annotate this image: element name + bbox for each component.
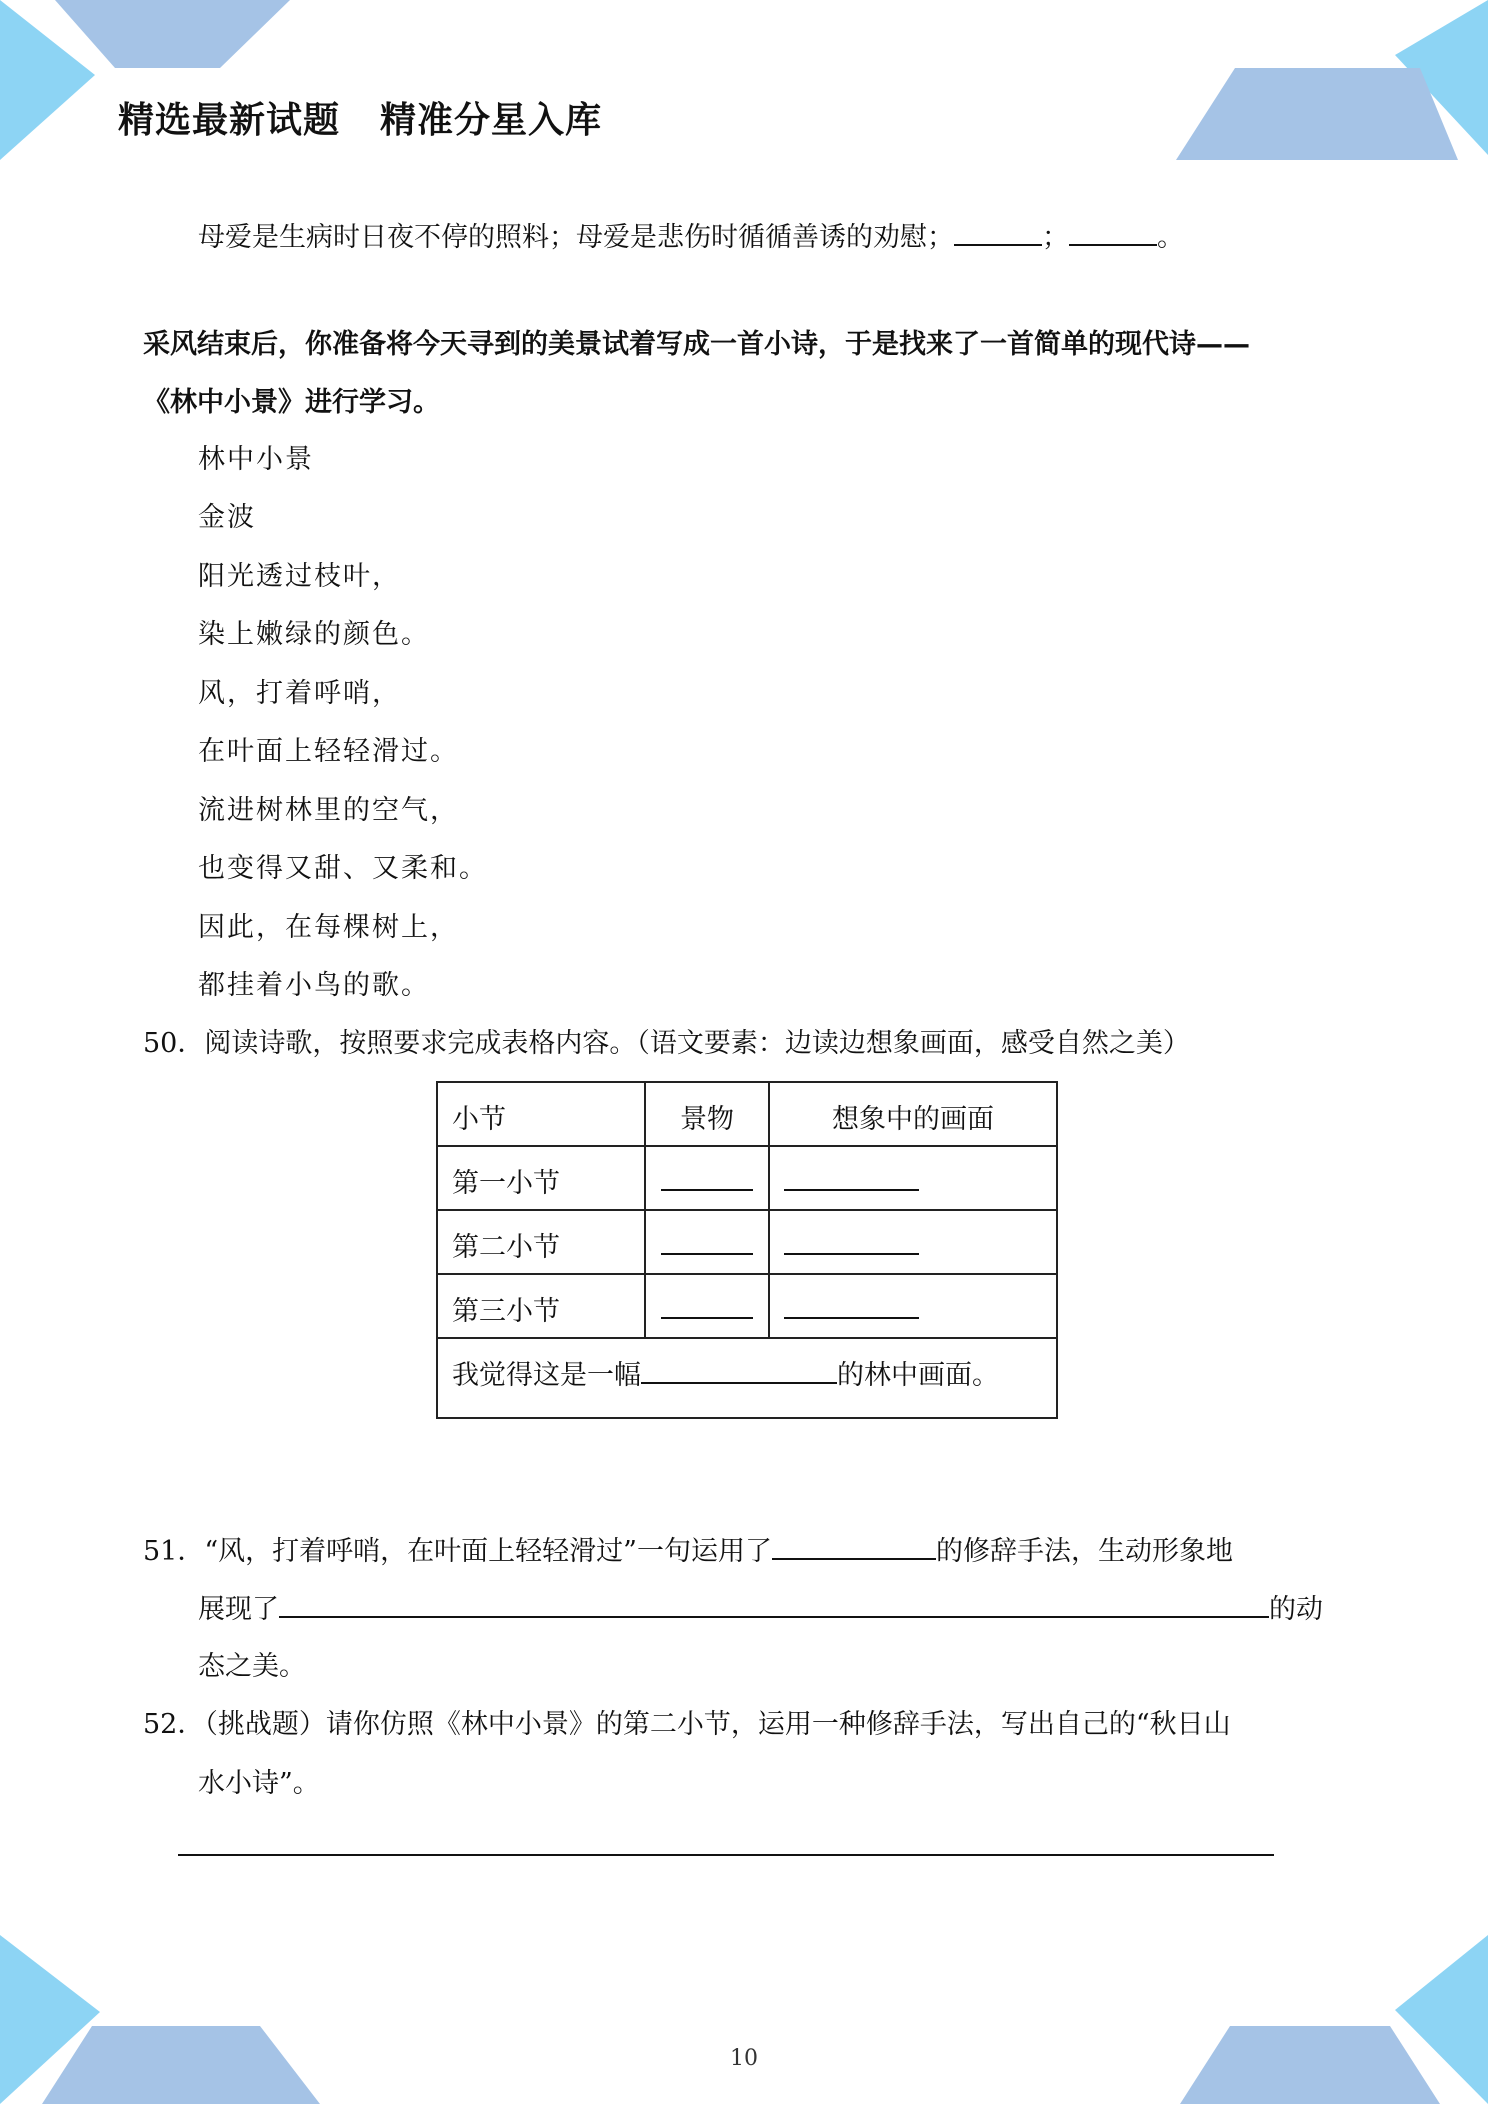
question-51-line-2 (198, 1590, 1323, 1627)
intro-end: 。 (1157, 222, 1184, 253)
poem-line: 染上嫩绿的颜色。 (198, 619, 430, 650)
table-header-imagined: 想象中的画面 (769, 1082, 1057, 1146)
table-header-section: 小节 (437, 1082, 645, 1146)
instruction-line-1: 采风结束后，你准备将今天寻到的美景试着写成一首小诗，于是找来了一首简单的现代诗—— (143, 329, 1250, 360)
header-title-part1: 精选最新试题 (118, 100, 341, 141)
q51-text-2: 的修辞手法，生动形象地 (935, 1536, 1233, 1567)
q51-blank-rhetoric[interactable] (772, 1532, 936, 1560)
poem-line: 阳光透过枝叶， (198, 561, 401, 592)
footer-blank[interactable] (641, 1354, 837, 1384)
row-label: 第三小节 (437, 1274, 645, 1338)
question-51-line-3: 态之美。 (198, 1651, 306, 1682)
row-label: 第二小节 (437, 1210, 645, 1274)
header-title-part2: 精准分星入库 (380, 100, 603, 141)
footer-text-before: 我觉得这是一幅 (452, 1360, 641, 1391)
question-50: 50．阅读诗歌，按照要求完成表格内容。（语文要素：边读边想象画面，感受自然之美） (143, 1028, 1190, 1059)
q51-text-4: 的动 (1269, 1594, 1323, 1625)
header-title (118, 92, 602, 143)
table-row (437, 1274, 1057, 1338)
poem-line: 风，打着呼哨， (198, 678, 401, 709)
scenery-blank[interactable] (661, 1161, 753, 1191)
scenery-blank[interactable] (661, 1225, 753, 1255)
imagined-blank[interactable] (784, 1161, 919, 1191)
question-52-line-2: 水小诗”。 (198, 1768, 320, 1799)
q52-answer-line[interactable] (178, 1854, 1274, 1856)
intro-separator: ； (1042, 222, 1069, 253)
imagined-blank[interactable] (784, 1225, 919, 1255)
poem-author: 金波 (198, 502, 256, 533)
row-label: 第一小节 (437, 1146, 645, 1210)
imagined-blank[interactable] (784, 1289, 919, 1319)
top-left-band (55, 0, 290, 68)
question-52-line-1: 52．（挑战题）请你仿照《林中小景》的第二小节，运用一种修辞手法，写出自己的“秋日山 (143, 1709, 1231, 1740)
intro-line (198, 218, 1184, 255)
intro-blank-1[interactable] (954, 218, 1042, 246)
table-row (437, 1210, 1057, 1274)
poem-line: 也变得又甜、又柔和。 (198, 853, 488, 884)
scenery-blank[interactable] (661, 1289, 753, 1319)
table-header-scenery: 景物 (645, 1082, 769, 1146)
footer-text-after: 的林中画面。 (837, 1360, 999, 1391)
table-row (437, 1146, 1057, 1210)
q51-text-1: 51．“风，打着呼哨，在叶面上轻轻滑过”一句运用了 (143, 1536, 772, 1567)
question-51-line-1 (143, 1532, 1233, 1569)
poem-line: 在叶面上轻轻滑过。 (198, 736, 459, 767)
poem-line: 流进树林里的空气， (198, 795, 459, 826)
intro-blank-2[interactable] (1069, 218, 1157, 246)
answer-table (436, 1081, 1058, 1419)
poem-line: 因此，在每棵树上， (198, 912, 459, 943)
poem-line: 都挂着小鸟的歌。 (198, 970, 430, 1001)
poem-title: 林中小景 (198, 444, 314, 475)
page-number: 10 (730, 2046, 758, 2071)
q51-blank-dynamic[interactable] (279, 1590, 1269, 1618)
table-footer-row (437, 1338, 1057, 1418)
q51-text-3: 展现了 (198, 1594, 279, 1625)
instruction-line-2: 《林中小景》进行学习。 (143, 387, 440, 418)
intro-text: 母爱是生病时日夜不停的照料；母爱是悲伤时循循善诱的劝慰； (198, 222, 954, 253)
top-right-trapezoid (1176, 68, 1458, 160)
